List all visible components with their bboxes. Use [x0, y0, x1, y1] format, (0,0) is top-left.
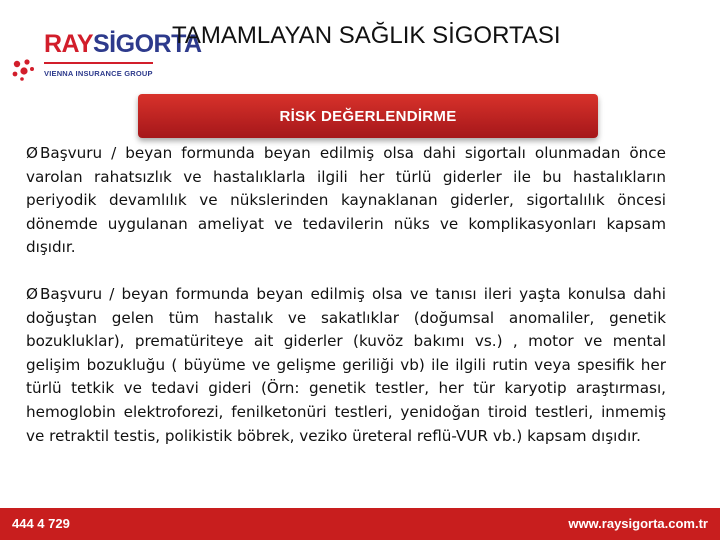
company-logo	[10, 24, 202, 90]
bullet-icon: Ø	[26, 144, 38, 162]
logo-ray-text: RAY	[44, 30, 93, 58]
content-body	[26, 142, 666, 471]
logo-sigorta-text: SİGORTA	[93, 30, 202, 58]
paragraph-1-text: Başvuru / beyan formunda beyan edilmiş olsa dahi sigortalı olunmadan önce varolan rahatsızlık ve hastalıklarla ilgili her türlü giderler ile bu hastalıkların periyodik devamlılık ve nükslerinden kaynaklanan giderler, sigortalılık öncesi dönemde uygulanan ameliyat ve tedavilerin nüks ve komplikasyonları kapsam dışıdır.	[26, 144, 666, 257]
logo-dots-icon	[10, 56, 36, 82]
page-title: TAMAMLAYAN SAĞLIK SİGORTASI	[172, 22, 561, 49]
footer-website: www.raysigorta.com.tr	[568, 516, 708, 531]
section-banner	[138, 94, 598, 138]
section-banner-label: RİSK DEĞERLENDİRME	[279, 107, 457, 125]
paragraph-2-text: Başvuru / beyan formunda beyan edilmiş olsa ve tanısı ileri yaşta konulsa dahi doğuştan gelen tüm hastalık ve sakatlıklar (doğumsal anomaliler, genetik bozukluklar), prematüriteye ait giderler (kuvöz bakımı vs.) , motor ve mental gelişim bozukluğu ( büyüme ve gelişme geriliği vb) ile ilgili rutin veya spesifik her türlü tetkik ve tedavi gideri (Örn: genetik testler, her tür karyotip araştırması, hemoglobin elektroforezi, fenilketonüri testleri, yenidoğan tiroid testleri, inmemiş ve retraktil testis, polikistik böbrek, veziko üreteral reflü-VUR vb.) kapsam dışıdır.	[26, 284, 666, 445]
footer-phone: 444 4 729	[12, 516, 70, 531]
footer-bar	[0, 508, 720, 540]
bullet-icon: Ø	[26, 284, 38, 303]
logo-subtitle: VIENNA INSURANCE GROUP	[44, 62, 153, 78]
paragraph-1	[26, 142, 666, 260]
paragraph-2	[26, 283, 666, 448]
